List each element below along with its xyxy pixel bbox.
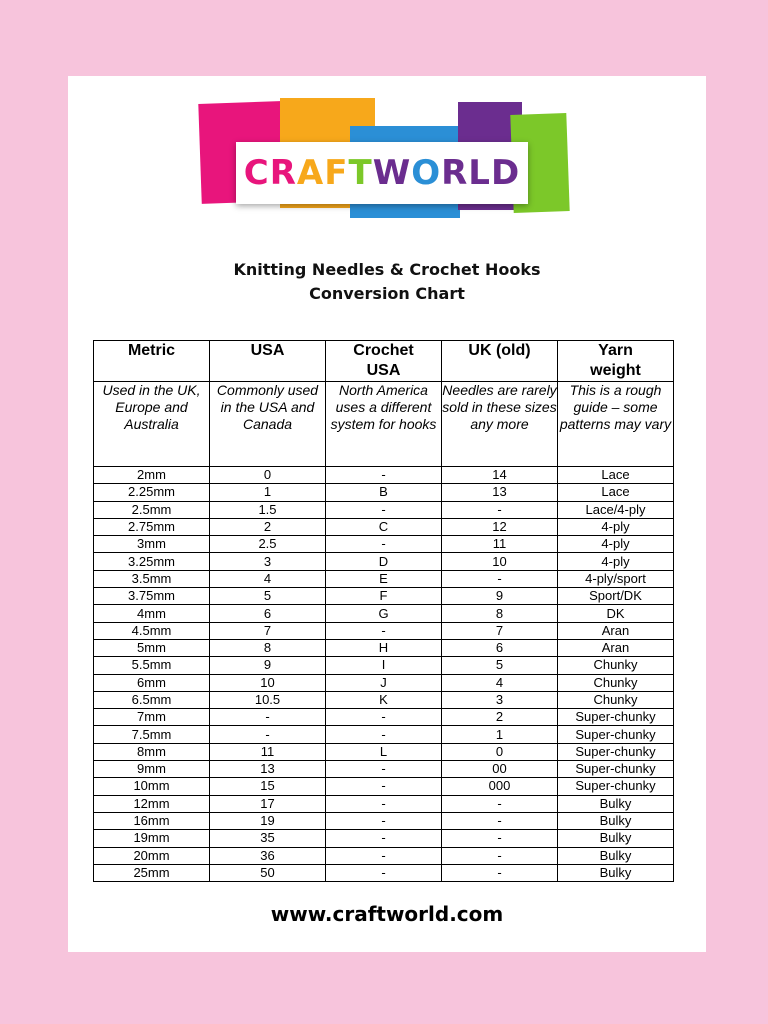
table-cell: Lace: [558, 467, 674, 484]
column-description: Needles are rarely sold in these sizes any more: [442, 382, 558, 467]
table-cell: Bulky: [558, 812, 674, 829]
table-row: [94, 830, 674, 847]
table-row: [94, 709, 674, 726]
table-cell: -: [326, 536, 442, 553]
table-cell: 3.25mm: [94, 553, 210, 570]
table-cell: K: [326, 691, 442, 708]
table-cell: 7: [210, 622, 326, 639]
table-row: [94, 778, 674, 795]
table-cell: 9: [442, 588, 558, 605]
table-cell: -: [442, 864, 558, 881]
table-cell: Lace/4-ply: [558, 501, 674, 518]
column-description: North America uses a different system for hooks: [326, 382, 442, 467]
table-cell: 6mm: [94, 674, 210, 691]
table-cell: 10.5: [210, 691, 326, 708]
table-cell: 13: [442, 484, 558, 501]
table-cell: Aran: [558, 622, 674, 639]
table-cell: -: [326, 847, 442, 864]
table-cell: G: [326, 605, 442, 622]
conversion-table: [93, 340, 674, 882]
table-row: [94, 812, 674, 829]
logo-letter: D: [490, 153, 521, 193]
table-cell: -: [210, 726, 326, 743]
table-cell: H: [326, 639, 442, 656]
table-cell: 4: [210, 570, 326, 587]
table-row: [94, 518, 674, 535]
table-cell: -: [442, 847, 558, 864]
table-cell: 6.5mm: [94, 691, 210, 708]
table-cell: Chunky: [558, 691, 674, 708]
table-cell: 4-ply/sport: [558, 570, 674, 587]
table-cell: -: [326, 622, 442, 639]
table-row: [94, 588, 674, 605]
table-row: [94, 536, 674, 553]
table-cell: 19mm: [94, 830, 210, 847]
column-header-line: UK (old): [468, 342, 531, 359]
column-header-line: Crochet: [353, 342, 414, 359]
column-header-line: weight: [590, 362, 641, 379]
table-cell: 2.75mm: [94, 518, 210, 535]
title-line-2: Conversion Chart: [309, 284, 465, 303]
table-cell: C: [326, 518, 442, 535]
table-cell: -: [326, 795, 442, 812]
table-cell: 6: [210, 605, 326, 622]
column-header-line: Yarn: [598, 342, 633, 359]
table-row: [94, 484, 674, 501]
table-cell: L: [326, 743, 442, 760]
table-cell: Bulky: [558, 847, 674, 864]
table-cell: -: [442, 795, 558, 812]
table-row: [94, 553, 674, 570]
table-cell: 4: [442, 674, 558, 691]
table-cell: I: [326, 657, 442, 674]
logo-letter: T: [348, 153, 373, 193]
table-cell: 8: [442, 605, 558, 622]
column-description: Commonly used in the USA and Canada: [210, 382, 326, 467]
table-row: [94, 467, 674, 484]
table-cell: 19: [210, 812, 326, 829]
page-title: [68, 258, 706, 306]
table-cell: 1: [442, 726, 558, 743]
logo-letter: W: [372, 153, 412, 193]
table-cell: 12mm: [94, 795, 210, 812]
table-cell: 0: [210, 467, 326, 484]
table-cell: 0: [442, 743, 558, 760]
table-cell: 3mm: [94, 536, 210, 553]
table-cell: 3: [442, 691, 558, 708]
table-row: [94, 847, 674, 864]
table-cell: -: [326, 467, 442, 484]
table-cell: -: [326, 864, 442, 881]
table-row: [94, 761, 674, 778]
table-cell: 9: [210, 657, 326, 674]
table-cell: 8: [210, 639, 326, 656]
table-cell: 3: [210, 553, 326, 570]
table-cell: Chunky: [558, 657, 674, 674]
logo-letter: C: [243, 153, 270, 193]
table-cell: Super-chunky: [558, 726, 674, 743]
logo-letter: F: [324, 153, 349, 193]
table-row: [94, 691, 674, 708]
table-cell: DK: [558, 605, 674, 622]
table-cell: 20mm: [94, 847, 210, 864]
table-cell: 10mm: [94, 778, 210, 795]
table-cell: 13: [210, 761, 326, 778]
logo-letter: A: [296, 153, 325, 193]
conversion-table-wrap: [93, 340, 674, 882]
table-cell: Super-chunky: [558, 743, 674, 760]
column-header: [94, 341, 210, 382]
table-cell: Aran: [558, 639, 674, 656]
table-cell: -: [326, 709, 442, 726]
table-cell: -: [442, 830, 558, 847]
table-row: [94, 639, 674, 656]
column-header: [558, 341, 674, 382]
table-cell: 000: [442, 778, 558, 795]
column-description: This is a rough guide – some patterns may vary: [558, 382, 674, 467]
table-cell: -: [326, 812, 442, 829]
table-cell: -: [326, 501, 442, 518]
table-cell: 15: [210, 778, 326, 795]
column-header-line: Metric: [127, 342, 176, 359]
table-cell: -: [442, 812, 558, 829]
table-description-row: [94, 382, 674, 467]
table-cell: 11: [210, 743, 326, 760]
table-cell: 3.75mm: [94, 588, 210, 605]
table-cell: Chunky: [558, 674, 674, 691]
table-cell: 8mm: [94, 743, 210, 760]
table-cell: 3.5mm: [94, 570, 210, 587]
column-header: [442, 341, 558, 382]
table-row: [94, 657, 674, 674]
table-cell: 4-ply: [558, 518, 674, 535]
table-cell: F: [326, 588, 442, 605]
logo-wordmark: [236, 142, 528, 204]
table-cell: 7: [442, 622, 558, 639]
table-cell: 2.5: [210, 536, 326, 553]
table-cell: 6: [442, 639, 558, 656]
column-header-line: USA: [250, 342, 285, 359]
table-cell: 10: [210, 674, 326, 691]
table-cell: 17: [210, 795, 326, 812]
table-row: [94, 622, 674, 639]
table-header-row: [94, 341, 674, 382]
logo-letter: L: [468, 153, 491, 193]
table-cell: 1: [210, 484, 326, 501]
table-row: [94, 864, 674, 881]
table-cell: B: [326, 484, 442, 501]
table-cell: 2mm: [94, 467, 210, 484]
table-row: [94, 570, 674, 587]
column-header: [210, 341, 326, 382]
table-row: [94, 674, 674, 691]
table-cell: 11: [442, 536, 558, 553]
table-cell: 2: [442, 709, 558, 726]
table-cell: 5: [442, 657, 558, 674]
column-header-line: USA: [366, 362, 401, 379]
table-cell: 2.25mm: [94, 484, 210, 501]
table-row: [94, 605, 674, 622]
table-cell: -: [210, 709, 326, 726]
table-cell: -: [326, 726, 442, 743]
table-row: [94, 795, 674, 812]
table-cell: Bulky: [558, 795, 674, 812]
table-cell: 1.5: [210, 501, 326, 518]
table-row: [94, 726, 674, 743]
column-header: [326, 341, 442, 382]
craftworld-logo: [200, 96, 570, 222]
table-cell: 4-ply: [558, 536, 674, 553]
footer-url: www.craftworld.com: [270, 902, 504, 926]
logo-letter: R: [269, 153, 297, 193]
table-cell: 25mm: [94, 864, 210, 881]
table-cell: Sport/DK: [558, 588, 674, 605]
table-cell: 12: [442, 518, 558, 535]
table-cell: 5mm: [94, 639, 210, 656]
table-cell: 7mm: [94, 709, 210, 726]
table-cell: J: [326, 674, 442, 691]
table-cell: Lace: [558, 484, 674, 501]
table-cell: E: [326, 570, 442, 587]
table-row: [94, 501, 674, 518]
table-cell: -: [442, 501, 558, 518]
table-cell: 4mm: [94, 605, 210, 622]
column-description: Used in the UK, Europe and Australia: [94, 382, 210, 467]
table-cell: -: [326, 761, 442, 778]
table-cell: 35: [210, 830, 326, 847]
table-cell: -: [326, 830, 442, 847]
table-cell: 5.5mm: [94, 657, 210, 674]
table-cell: Bulky: [558, 864, 674, 881]
table-row: [94, 743, 674, 760]
table-cell: 14: [442, 467, 558, 484]
logo-letter: R: [441, 153, 469, 193]
table-cell: Super-chunky: [558, 709, 674, 726]
table-cell: 36: [210, 847, 326, 864]
table-cell: 10: [442, 553, 558, 570]
table-cell: 00: [442, 761, 558, 778]
table-cell: 2: [210, 518, 326, 535]
table-cell: Super-chunky: [558, 778, 674, 795]
table-cell: -: [326, 778, 442, 795]
chart-sheet: [68, 76, 706, 952]
table-cell: 4.5mm: [94, 622, 210, 639]
table-cell: 2.5mm: [94, 501, 210, 518]
title-line-1: Knitting Needles & Crochet Hooks: [233, 260, 541, 279]
table-cell: 5: [210, 588, 326, 605]
table-cell: 7.5mm: [94, 726, 210, 743]
table-cell: D: [326, 553, 442, 570]
table-cell: 4-ply: [558, 553, 674, 570]
table-cell: 16mm: [94, 812, 210, 829]
table-cell: 9mm: [94, 761, 210, 778]
table-cell: -: [442, 570, 558, 587]
table-cell: Bulky: [558, 830, 674, 847]
table-cell: 50: [210, 864, 326, 881]
logo-letter: O: [411, 153, 442, 193]
table-cell: Super-chunky: [558, 761, 674, 778]
